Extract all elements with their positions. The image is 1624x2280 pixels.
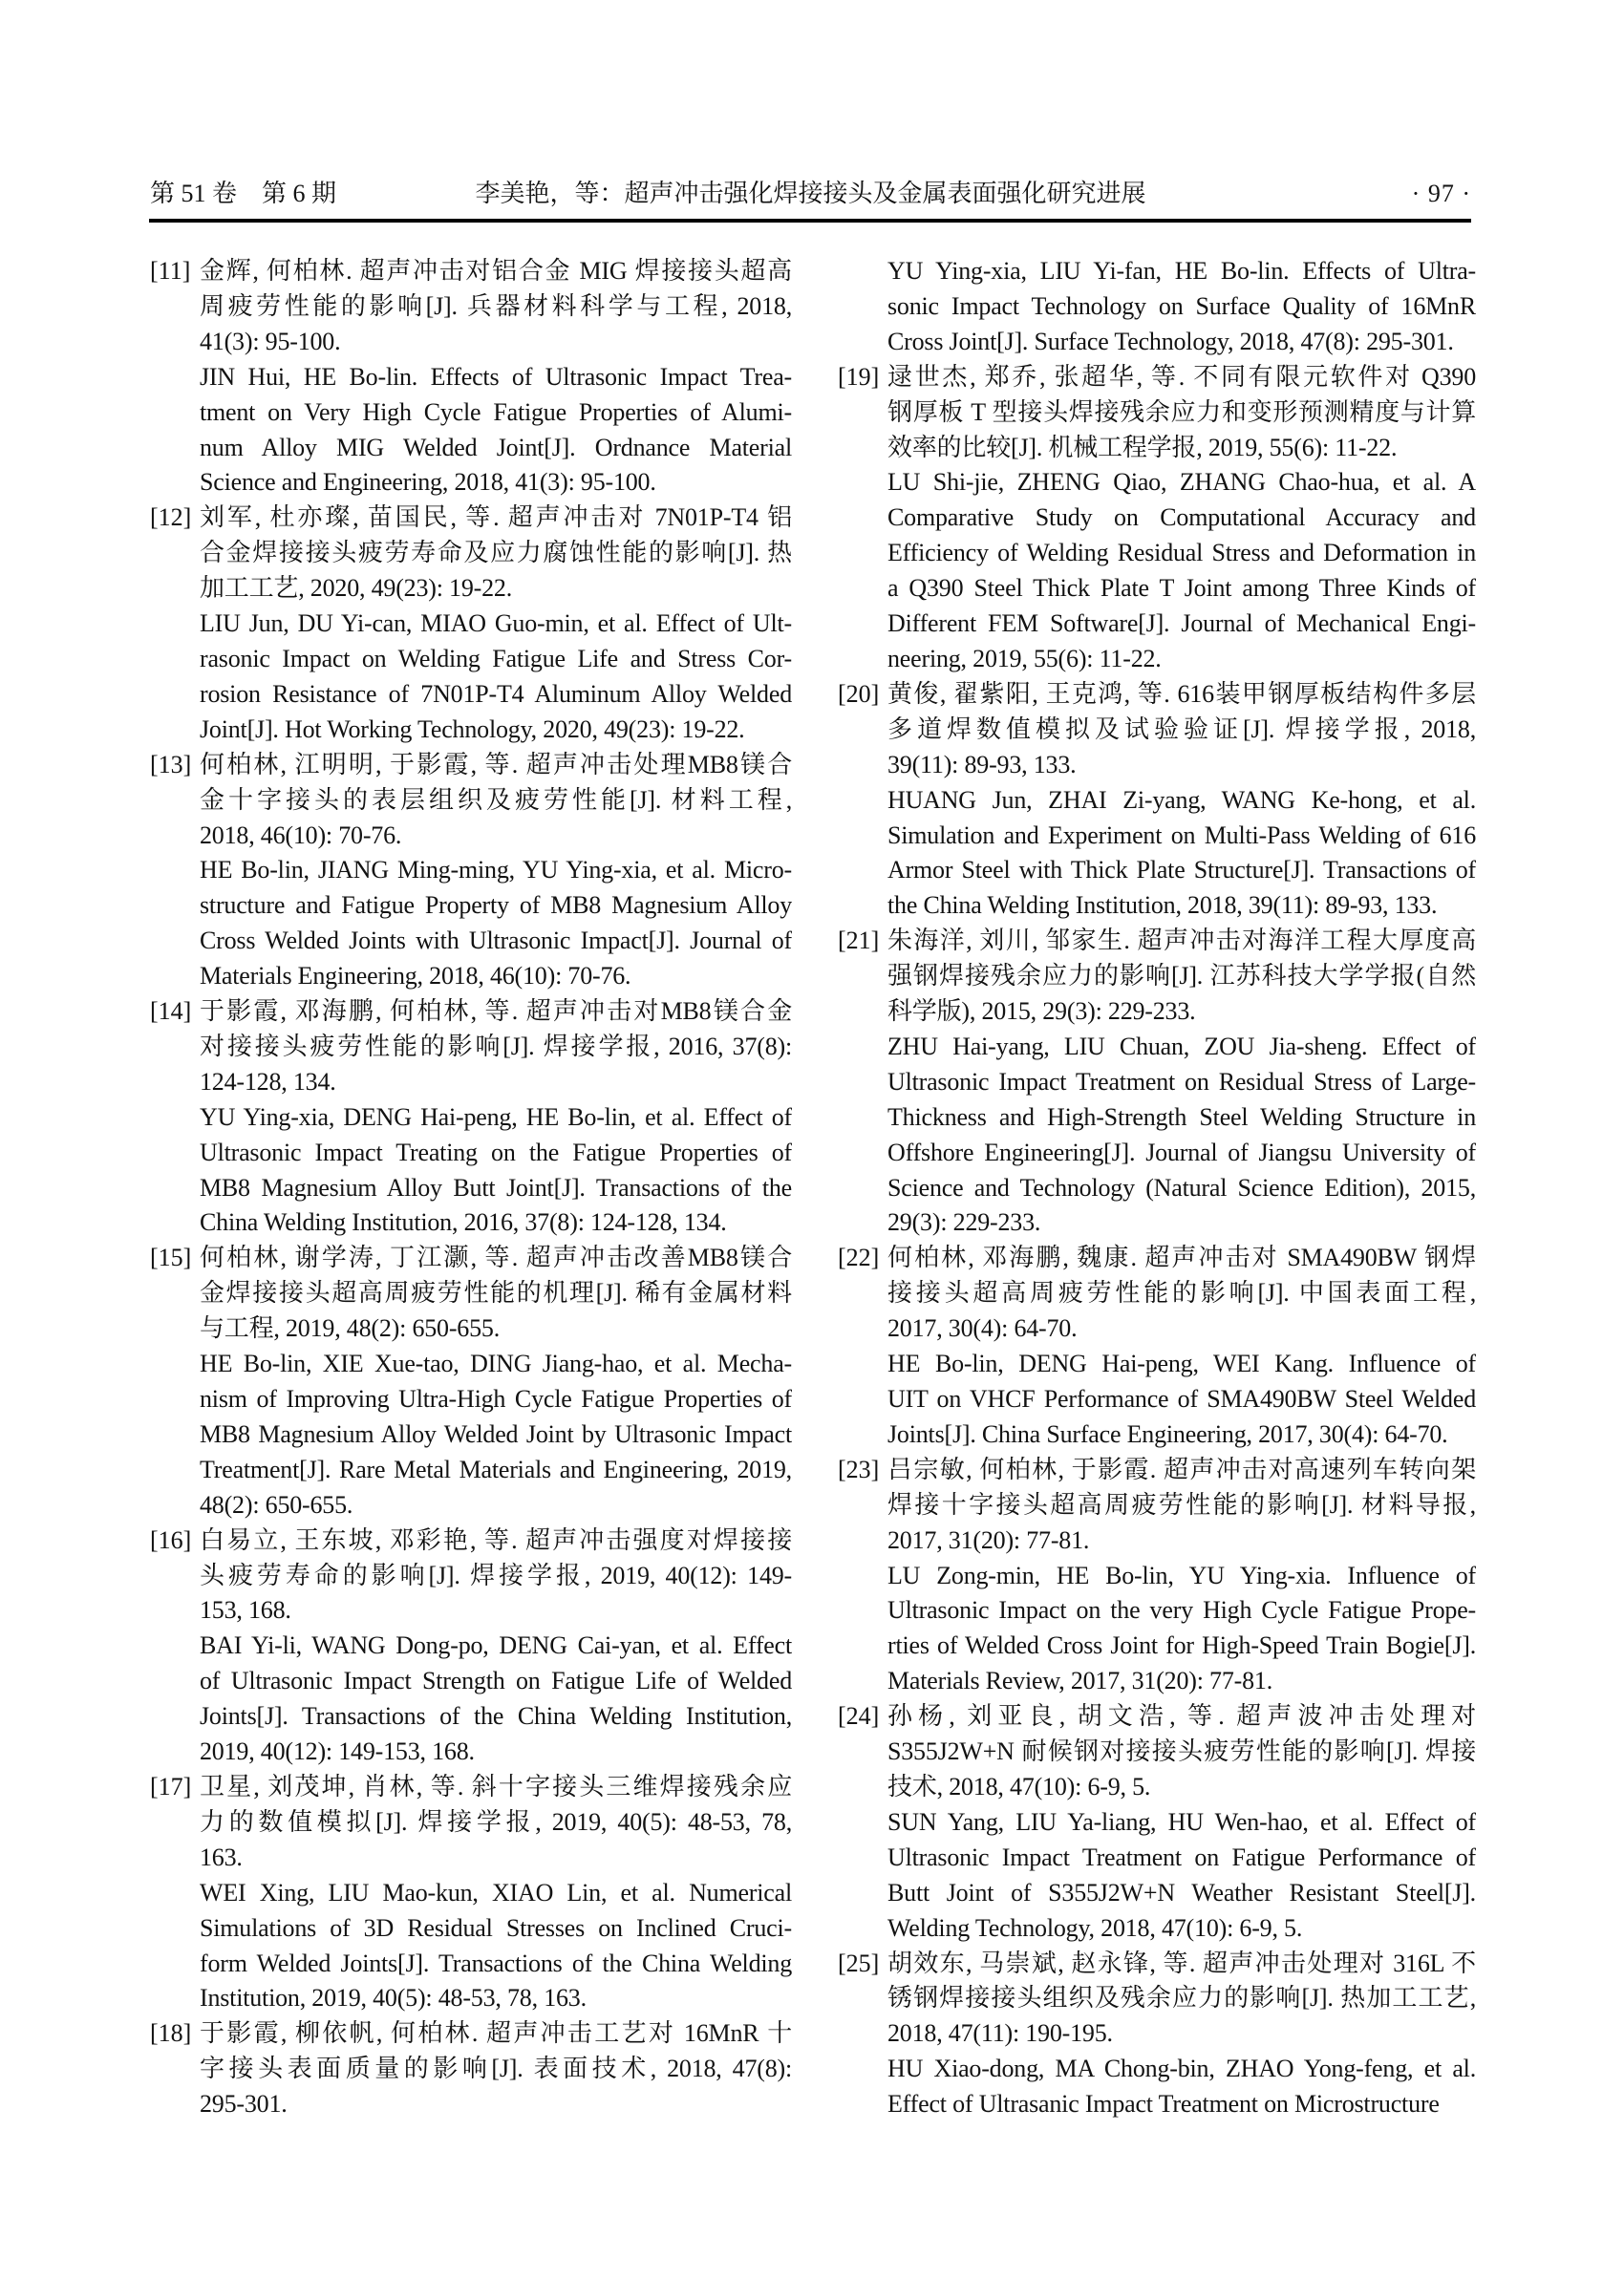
reference-line-zh: 153, 168. [200,1596,291,1625]
reference-entry [838,1699,1476,1946]
running-header [150,178,1471,210]
reference-number: [20] [838,679,880,708]
reference-entry [838,1453,1476,1699]
reference-line-zh: 2017, 30(4): 64-70. [887,1314,1078,1343]
reference-line-zh: 金辉, 何柏林. 超声冲击对铝合金 MIG 焊接接头超高 [200,257,792,285]
reference-line-zh: 周疲劳性能的影响[J]. 兵器材料科学与工程, 2018, [200,291,792,320]
reference-number: [12] [150,503,192,532]
reference-entry [150,254,792,501]
reference-line-zh: 2018, 47(11): 190-195. [887,2019,1113,2048]
reference-line-zh: 何柏林, 江明明, 于影霞, 等. 超声冲击处理MB8镁合 [200,750,792,778]
reference-line-en: Offshore Engineering[J]. Journal of Jiangsu University of [887,1138,1476,1166]
page-number: · 97 · [1411,180,1471,207]
reference-entry [838,1947,1476,2123]
reference-line-en: rasonic Impact on Welding Fatigue Life and Stress Cor- [200,644,792,672]
reference-line-en: WEI Xing, LIU Mao-kun, XIAO Lin, et al. Numerical [200,1878,792,1907]
reference-line-en: HUANG Jun, ZHAI Zi-yang, WANG Ke-hong, et al. [887,785,1476,814]
reference-line-en: Ultrasonic Impact Treating on the Fatigue Properties of [200,1138,792,1166]
reference-number: [14] [150,997,192,1026]
reference-line-en: LU Zong-min, HE Bo-lin, YU Ying-xia. Influence of [887,1561,1476,1589]
reference-line-zh: 金焊接接头超高周疲劳性能的机理[J]. 稀有金属材料 [200,1279,792,1308]
reference-line-en: Welding Technology, 2018, 47(10): 6-9, 5. [887,1913,1303,1942]
reference-line-en: Effect of Ultrasanic Impact Treatment on Microstructure [887,2090,1440,2119]
reference-number: [13] [150,750,192,778]
reference-line-zh: 科学版), 2015, 29(3): 229-233. [887,997,1196,1026]
references-column-right [838,254,1476,2122]
reference-number: [11] [150,257,191,285]
reference-line-zh: 金十字接头的表层组织及疲劳性能[J]. 材料工程, [200,785,792,814]
reference-line-en: Simulations of 3D Residual Stresses on Inclined Cruci- [200,1913,792,1942]
reference-entry [838,924,1476,1241]
reference-line-zh: 卫星, 刘茂坤, 肖林, 等. 斜十字接头三维焊接残余应 [200,1772,792,1801]
reference-line-zh: 39(11): 89-93, 133. [887,750,1077,778]
reference-number: [24] [838,1702,880,1731]
reference-line-en: neering, 2019, 55(6): 11-22. [887,644,1162,672]
reference-number: [25] [838,1949,880,1977]
reference-line-zh: 刘军, 杜亦璨, 苗国民, 等. 超声冲击对 7N01P-T4 铝 [200,503,792,532]
reference-line-en: Science and Engineering, 2018, 41(3): 95-100. [200,468,656,497]
reference-line-zh: 技术, 2018, 47(10): 6-9, 5. [887,1772,1151,1801]
reference-entry [150,1241,792,1523]
reference-line-en: Efficiency of Welding Residual Stress and Deformation in [887,539,1476,567]
reference-line-zh: 孙杨, 刘亚良, 胡文浩, 等. 超声波冲击处理对 [887,1702,1476,1731]
reference-line-en: HE Bo-lin, DENG Hai-peng, WEI Kang. Influence of [887,1350,1476,1378]
reference-line-en: Joints[J]. China Surface Engineering, 2017, 30(4): 64-70. [887,1419,1448,1448]
reference-number: [15] [150,1244,192,1272]
reference-line-zh: 163. [200,1843,243,1871]
reference-line-en: UIT on VHCF Performance of SMA490BW Steel Welded [887,1385,1476,1413]
reference-line-zh: 焊接十字接头超高周疲劳性能的影响[J]. 材料导报, [887,1490,1476,1519]
reference-line-zh: 何柏林, 谢学涛, 丁江灏, 等. 超声冲击改善MB8镁合 [200,1244,792,1272]
reference-line-en: 2019, 40(12): 149-153, 168. [200,1737,475,1766]
reference-line-en: structure and Fatigue Property of MB8 Magnesium Alloy [200,891,792,920]
reference-line-zh: 于影霞, 邓海鹏, 何柏林, 等. 超声冲击对MB8镁合金 [200,997,792,1026]
reference-entry [150,748,792,994]
reference-line-en: Comparative Study on Computational Accuracy and [887,503,1476,532]
reference-number: [23] [838,1455,880,1483]
reference-entry [838,677,1476,924]
reference-line-zh: 钢厚板 T 型接头焊接残余应力和变形预测精度与计算 [887,397,1476,426]
reference-line-en: the China Welding Institution, 2018, 39(11): 89-93, 133. [887,891,1438,920]
reference-line-en: JIN Hui, HE Bo-lin. Effects of Ultrasonic Impact Trea- [200,362,792,391]
running-title: 李美艳，等：超声冲击强化焊接接头及金属表面强化研究进展 [475,180,1146,207]
reference-entry [150,501,792,747]
reference-line-zh: 41(3): 95-100. [200,327,341,355]
reference-number: [18] [150,2019,192,2048]
reference-entry [838,360,1476,677]
reference-line-en: rties of Welded Cross Joint for High-Speed Train Bogie[J]. [887,1631,1476,1660]
reference-number: [16] [150,1525,192,1554]
reference-number: [22] [838,1244,880,1272]
reference-line-en: Different FEM Software[J]. Journal of Mechanical Engi- [887,609,1476,638]
reference-line-zh: 何柏林, 邓海鹏, 魏康. 超声冲击对 SMA490BW 钢焊 [887,1244,1476,1272]
reference-line-en: 48(2): 650-655. [200,1490,353,1519]
reference-line-zh: 接接头超高周疲劳性能的影响[J]. 中国表面工程, [887,1279,1476,1308]
reference-line-zh: S355J2W+N 耐候钢对接接头疲劳性能的影响[J]. 焊接 [887,1737,1476,1766]
reference-line-zh: 白易立, 王东坡, 邓彩艳, 等. 超声冲击强度对焊接接 [200,1525,792,1554]
reference-line-zh: 锈钢焊接接头组织及残余应力的影响[J]. 热加工工艺, [887,1984,1476,2013]
reference-line-en: MB8 Magnesium Alloy Butt Joint[J]. Transactions of the [200,1173,792,1202]
reference-line-zh: 合金焊接接头疲劳寿命及应力腐蚀性能的影响[J]. 热 [200,539,792,567]
reference-line-zh: 黄俊, 翟紫阳, 王克鸿, 等. 616装甲钢厚板结构件多层 [887,679,1476,708]
reference-line-en: Ultrasonic Impact Treatment on Fatigue Performance of [887,1843,1476,1871]
reference-line-zh: 逯世杰, 郑乔, 张超华, 等. 不同有限元软件对 Q390 [887,362,1476,391]
reference-line-en: Science and Technology (Natural Science Edition), 2015, [887,1173,1476,1202]
reference-line-en: SUN Yang, LIU Ya-liang, HU Wen-hao, et al. Effect of [887,1807,1476,1836]
reference-entry [838,254,1476,360]
reference-line-zh: 胡效东, 马崇斌, 赵永锋, 等. 超声冲击处理对 316L 不 [887,1949,1476,1977]
reference-line-zh: 加工工艺, 2020, 49(23): 19-22. [200,574,512,603]
reference-line-en: HE Bo-lin, XIE Xue-tao, DING Jiang-hao, et al. Mecha- [200,1350,792,1378]
reference-line-zh: 朱海洋, 刘川, 邹家生. 超声冲击对海洋工程大厚度高 [887,927,1476,955]
reference-line-zh: 对接接头疲劳性能的影响[J]. 焊接学报, 2016, 37(8): [200,1032,792,1060]
reference-line-zh: 多道焊数值模拟及试验验证[J]. 焊接学报, 2018, [887,714,1476,743]
reference-line-zh: 字接头表面质量的影响[J]. 表面技术, 2018, 47(8): [200,2055,792,2083]
reference-number: [21] [838,927,880,955]
reference-line-zh: 124-128, 134. [200,1067,336,1096]
reference-number: [19] [838,362,880,391]
reference-line-en: Institution, 2019, 40(5): 48-53, 78, 163. [200,1984,587,2013]
reference-line-zh: 与工程, 2019, 48(2): 650-655. [200,1314,500,1343]
reference-line-en: Thickness and High-Strength Steel Welding Structure in [887,1102,1476,1131]
header-rule [149,219,1471,223]
reference-line-en: tment on Very High Cycle Fatigue Properties of Alumi- [200,397,792,426]
reference-entry [150,2016,792,2122]
reference-entry [150,994,792,1241]
reference-line-en: Ultrasonic Impact on the very High Cycle Fatigue Prope- [887,1596,1476,1625]
reference-line-en: Ultrasonic Impact Treatment on Residual Stress of Large- [887,1067,1476,1096]
reference-line-en: Cross Joint[J]. Surface Technology, 2018, 47(8): 295-301. [887,327,1454,355]
reference-line-en: China Welding Institution, 2016, 37(8): 124-128, 134. [200,1208,727,1237]
reference-line-en: Materials Review, 2017, 31(20): 77-81. [887,1667,1273,1695]
reference-line-en: Butt Joint of S355J2W+N Weather Resistant Steel[J]. [887,1878,1476,1907]
reference-line-en: Simulation and Experiment on Multi-Pass Welding of 616 [887,820,1476,849]
reference-line-zh: 2017, 31(20): 77-81. [887,1525,1090,1554]
reference-line-en: ZHU Hai-yang, LIU Chuan, ZOU Jia-sheng. Effect of [887,1032,1476,1060]
reference-line-en: 29(3): 229-233. [887,1208,1041,1237]
reference-line-en: rosion Resistance of 7N01P-T4 Aluminum Alloy Welded [200,679,792,708]
reference-line-en: YU Ying-xia, LIU Yi-fan, HE Bo-lin. Effects of Ultra- [887,257,1476,285]
reference-entry [838,1241,1476,1452]
reference-number: [17] [150,1772,192,1801]
reference-line-en: Joints[J]. Transactions of the China Welding Institution, [200,1702,792,1731]
references-column-left [150,254,792,2122]
reference-line-zh: 吕宗敏, 何柏林, 于影霞. 超声冲击对高速列车转向架 [887,1455,1476,1483]
reference-line-zh: 于影霞, 柳依帆, 何柏林. 超声冲击工艺对 16MnR 十 [200,2019,792,2048]
reference-line-zh: 效率的比较[J]. 机械工程学报, 2019, 55(6): 11-22. [887,433,1398,461]
reference-line-en: BAI Yi-li, WANG Dong-po, DENG Cai-yan, et al. Effect [200,1631,792,1660]
reference-line-en: of Ultrasonic Impact Strength on Fatigue Life of Welded [200,1667,792,1695]
reference-line-en: HE Bo-lin, JIANG Ming-ming, YU Ying-xia, et al. Micro- [200,856,792,884]
reference-entry [150,1524,792,1770]
reference-line-en: Materials Engineering, 2018, 46(10): 70-76. [200,962,631,991]
reference-line-en: nism of Improving Ultra-High Cycle Fatigue Properties of [200,1385,792,1413]
reference-line-zh: 力的数值模拟[J]. 焊接学报, 2019, 40(5): 48-53, 78, [200,1807,792,1836]
reference-line-en: YU Ying-xia, DENG Hai-peng, HE Bo-lin, et al. Effect of [200,1102,792,1131]
reference-line-en: form Welded Joints[J]. Transactions of the China Welding [200,1949,792,1977]
reference-line-en: a Q390 Steel Thick Plate T Joint among Three Kinds of [887,574,1476,603]
reference-line-en: Joint[J]. Hot Working Technology, 2020, 49(23): 19-22. [200,714,745,743]
reference-line-en: Cross Welded Joints with Ultrasonic Impact[J]. Journal of [200,927,792,955]
reference-line-en: Treatment[J]. Rare Metal Materials and Engineering, 2019, [200,1455,792,1483]
reference-line-en: sonic Impact Technology on Surface Quality of 16MnR [887,291,1476,320]
reference-line-en: HU Xiao-dong, MA Chong-bin, ZHAO Yong-feng, et al. [887,2055,1476,2083]
reference-line-en: num Alloy MIG Welded Joint[J]. Ordnance Material [200,433,792,461]
reference-line-zh: 2018, 46(10): 70-76. [200,820,402,849]
reference-line-zh: 强钢焊接残余应力的影响[J]. 江苏科技大学学报(自然 [887,962,1476,991]
reference-entry [150,1770,792,2016]
reference-line-en: MB8 Magnesium Alloy Welded Joint by Ultrasonic Impact [200,1419,792,1448]
reference-line-en: LIU Jun, DU Yi-can, MIAO Guo-min, et al. Effect of Ult- [200,609,792,638]
reference-line-zh: 头疲劳寿命的影响[J]. 焊接学报, 2019, 40(12): 149- [200,1561,792,1589]
reference-line-zh: 295-301. [200,2090,288,2119]
reference-line-en: LU Shi-jie, ZHENG Qiao, ZHANG Chao-hua, et al. A [887,468,1476,497]
reference-line-en: Armor Steel with Thick Plate Structure[J]. Transactions of [887,856,1476,884]
volume-issue-label: 第 51 卷 第 6 期 [150,180,337,207]
